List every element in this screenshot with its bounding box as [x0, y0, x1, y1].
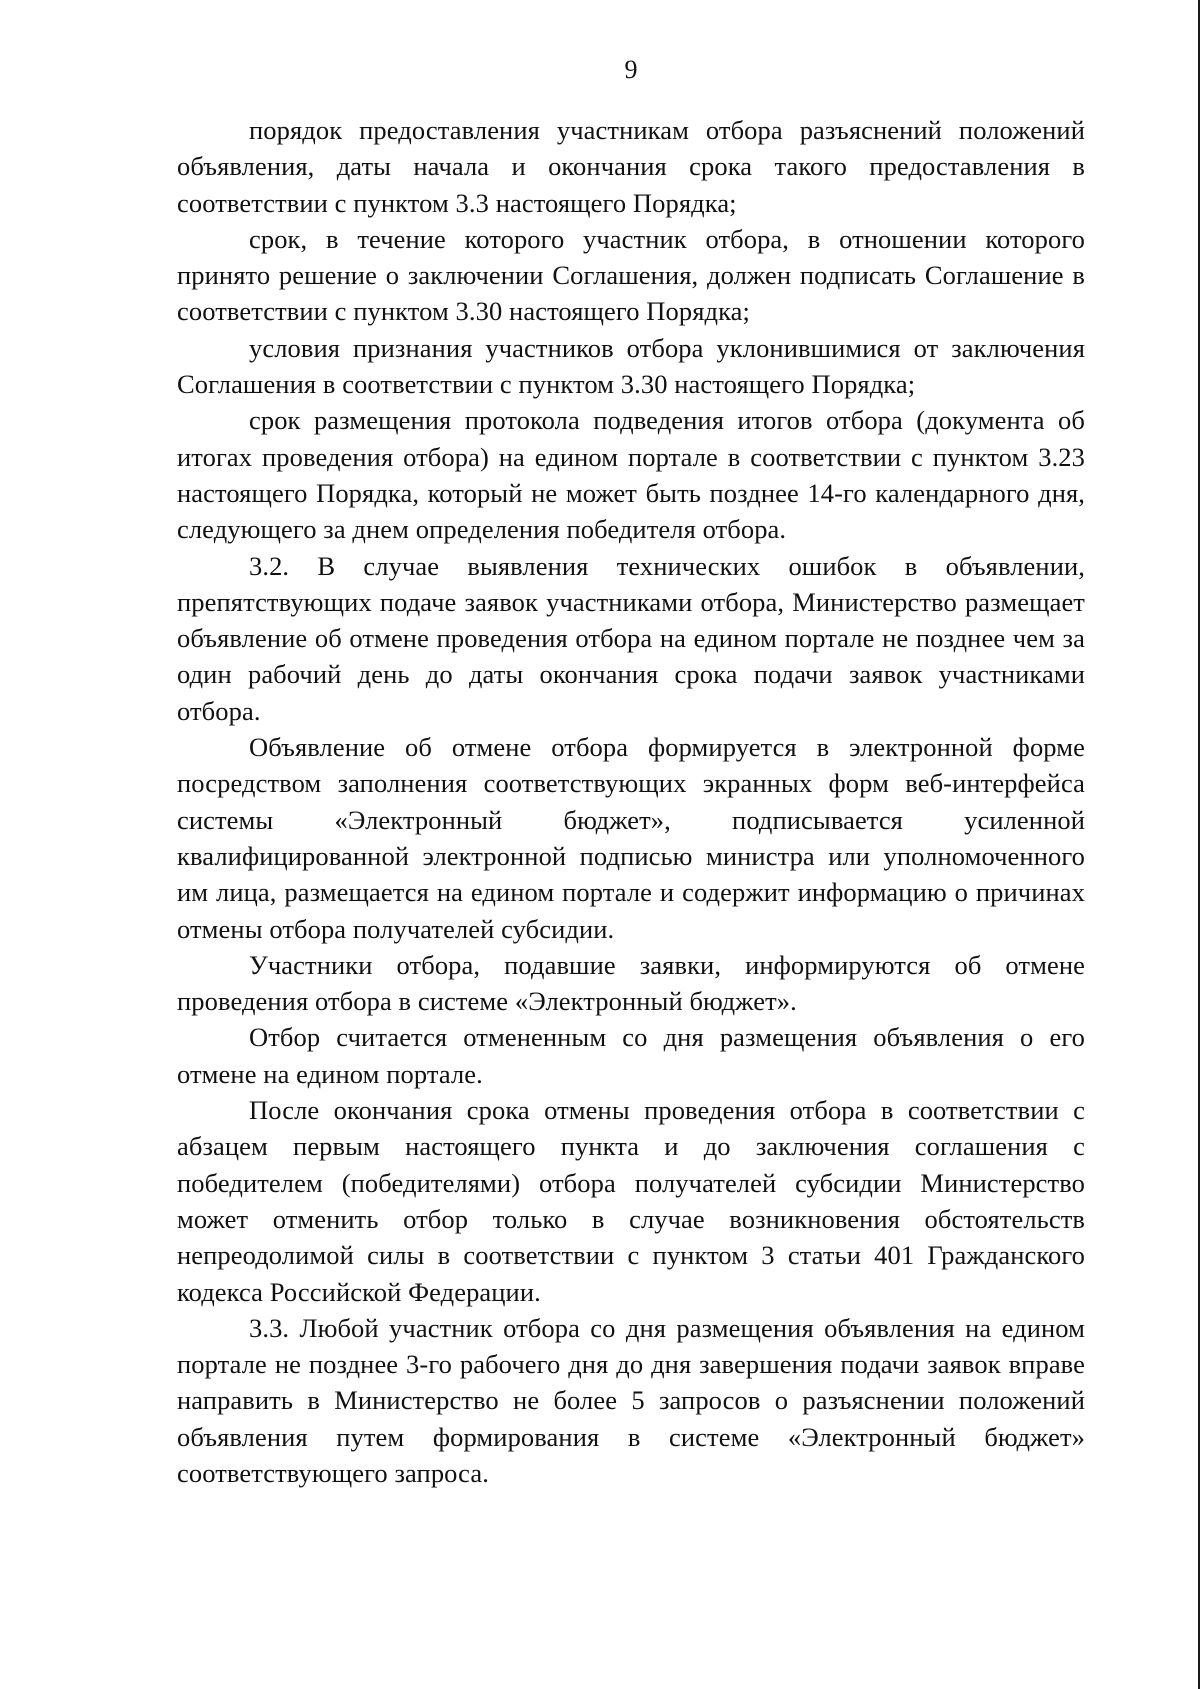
paragraph-signing-deadline: срок, в течение которого участник отбора, в отношении которого принято решение о заключении Соглашения, должен подписать Соглашение в соответствии с пунктом 3.30 настоящего Порядка; — [177, 223, 1085, 327]
paragraph-3-2-technical-errors: 3.2. В случае выявления технических ошибок в объявлении, препятствующих подаче заявок участниками отбора, Министерство размещает объявление об отмене проведения отбора на едином портале не позднее чем за один рабочий день до даты окончания срока подачи заявок участниками отбора. — [177, 550, 1085, 726]
paragraph-cancellation-notice-form: Объявление об отмене отбора формируется в электронной форме посредством заполнения соответствующих экранных форм веб-интерфейса системы «Электронный бюджет», подписывается усиленной квалифицированной электронной подписью министра или уполномоченного им лица, размещается на едином портале и содержит информацию о причинах отмены отбора получателей субсидии. — [177, 732, 1085, 944]
paragraph-cancellation-effective: Отбор считается отмененным со дня размещения объявления о его отмене на едином портале. — [177, 1022, 1085, 1089]
paragraph-clarification-procedure: порядок предоставления участникам отбора разъяснений положений объявления, даты начала и окончания срока такого предоставления в соответствии с пунктом 3.3 настоящего Порядка; — [177, 115, 1085, 218]
document-body — [177, 112, 1085, 1491]
paragraph-protocol-deadline: срок размещения протокола подведения итогов отбора (документа об итогах проведения отбора) на едином портале в соответствии с пунктом 3.23 настоящего Порядка, который не может быть позднее 14-го календарного дня, следующего за днем определения победителя отбора. — [177, 405, 1085, 545]
paragraph-force-majeure: После окончания срока отмены проведения отбора в соответствии с абзацем первым настоящего пункта и до заключения соглашения с победителем (победителями) отбора получателей субсидии Министерство может отменить отбор только в случае возникновения обстоятельств непреодолимой силы в соответствии с пунктом 3 статьи 401 Гражданского кодекса Российской Федерации. — [177, 1095, 1085, 1307]
paragraph-participants-informed: Участники отбора, подавшие заявки, информируются об отмене проведения отбора в системе «Электронный бюджет». — [177, 949, 1085, 1017]
page-number: 9 — [624, 55, 638, 84]
paragraph-evasion-conditions: условия признания участников отбора уклонившимися от заключения Соглашения в соответствии с пунктом 3.30 настоящего Порядка; — [177, 332, 1085, 400]
paragraph-3-3-clarification-requests: 3.3. Любой участник отбора со дня размещения объявления на едином портале не позднее 3-го рабочего дня до дня завершения подачи заявок вправе направить в Министерство не более 5 запросов о разъяснении положений объявления путем формирования в системе «Электронный бюджет» соответствующего запроса. — [177, 1312, 1085, 1488]
